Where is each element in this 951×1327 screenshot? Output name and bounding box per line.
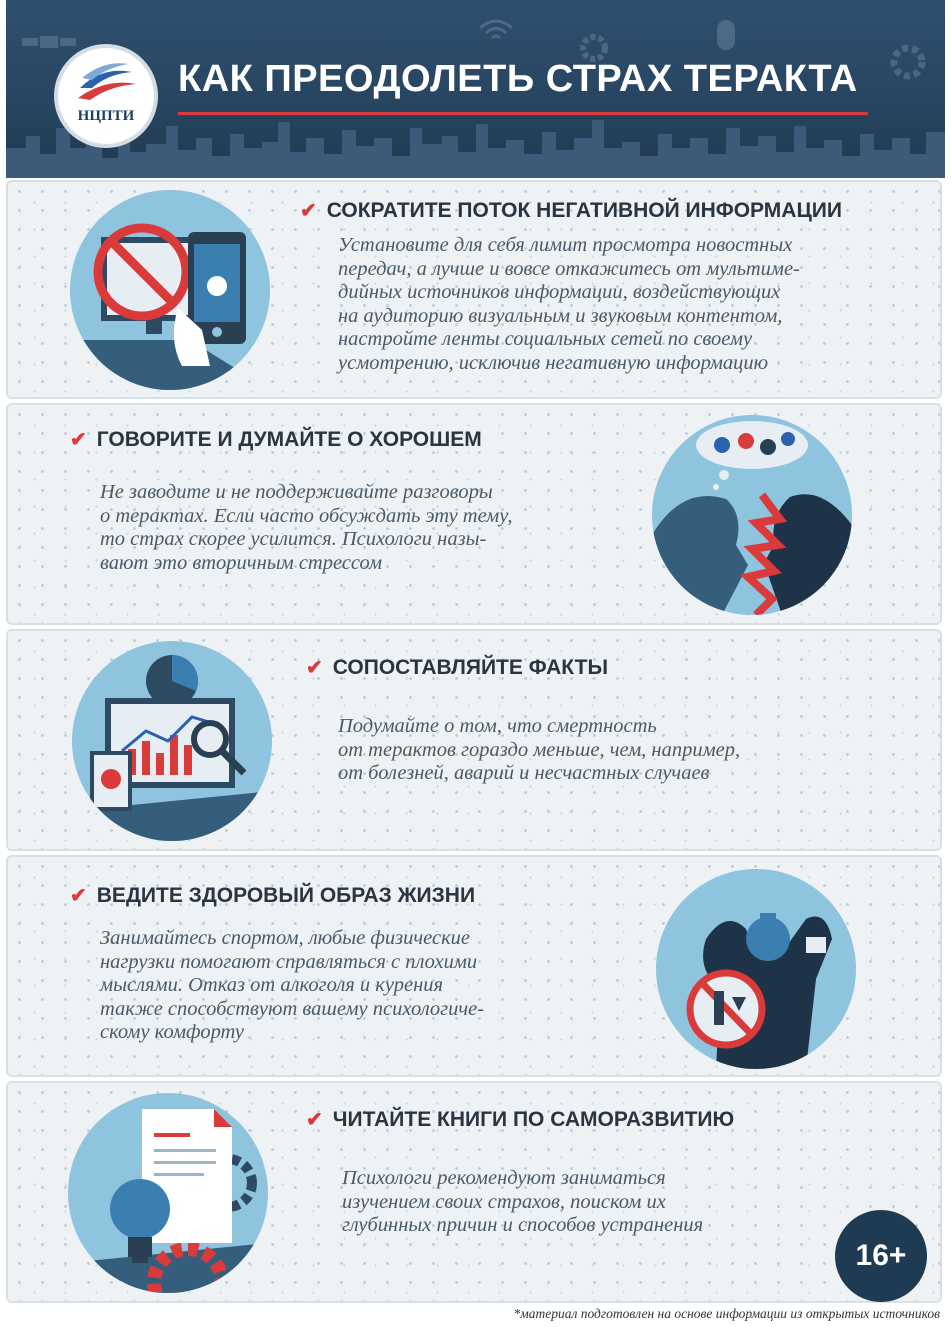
title-underline <box>178 112 868 115</box>
wifi-icon <box>476 14 516 44</box>
section-heading <box>300 198 842 223</box>
tip-card-healthy-lifestyle <box>6 855 942 1077</box>
section-heading <box>306 655 608 680</box>
tip-card-read-books <box>6 1081 942 1303</box>
tip-card-think-positive <box>6 403 942 625</box>
heading-label: СОКРАТИТЕ ПОТОК НЕГАТИВНОЙ ИНФОРМАЦИИ <box>326 199 842 222</box>
mouse-icon <box>711 16 741 56</box>
logo-swoosh-icon <box>58 48 154 144</box>
checkmark-icon: ✔ <box>306 657 323 679</box>
section-body: Психологи рекомендуют заниматься изучением своих страхов, поиском их глубинных причин и способов устранения <box>342 1167 704 1236</box>
heading-label: ЧИТАЙТЕ КНИГИ ПО САМОРАЗВИТИЮ <box>332 1108 735 1131</box>
tip-card-compare-facts <box>6 629 942 851</box>
tip-card-reduce-negative-info <box>6 180 942 399</box>
athlete-no-alcohol-icon <box>656 869 856 1069</box>
logo-text: НЦПТИ <box>77 108 135 124</box>
heading-label: ГОВОРИТЕ И ДУМАЙТЕ О ХОРОШЕМ <box>96 428 482 451</box>
page-title: КАК ПРЕОДОЛЕТЬ СТРАХ ТЕРАКТА <box>178 58 858 100</box>
lightbulb-document-icon <box>68 1093 268 1293</box>
section-body: Подумайте о том, что смертность от терактов гораздо меньше, чем, например, от болезней, аварий и несчастных случаев <box>338 715 741 784</box>
section-body: Установите для себя лимит просмотра новостных передач, а лучше и вовсе откажитесь от мультиме- дийных источников информации, воздействующих на аудиторию визуальным и звуковым контентом, настройте ленты социальных сетей по своему усмотрению, исключив негативную информацию <box>338 234 800 374</box>
checkmark-icon: ✔ <box>300 200 317 222</box>
section-heading <box>70 427 482 452</box>
stressed-conversation-icon <box>652 415 852 615</box>
section-heading <box>70 883 475 908</box>
age-rating-badge: 16+ <box>835 1210 927 1302</box>
section-body: Не заводите и не поддерживайте разговоры о терактах. Если часто обсуждать эту тему, то страх скорее усилится. Психологи назы- вают это вторичным стрессом <box>100 481 513 574</box>
checkmark-icon: ✔ <box>70 429 87 451</box>
no-tv-smartphone-icon <box>70 190 270 390</box>
section-heading <box>306 1107 734 1132</box>
heading-label: СОПОСТАВЛЯЙТЕ ФАКТЫ <box>332 656 609 679</box>
gear-icon <box>886 40 930 84</box>
checkmark-icon: ✔ <box>306 1109 323 1131</box>
header-banner <box>6 0 945 178</box>
analytics-monitor-icon <box>72 641 272 841</box>
source-footnote: *материал подготовлен на основе информации из открытых источников <box>513 1306 940 1321</box>
section-body: Занимайтесь спортом, любые физические нагрузки помогают справляться с плохими мыслями. Отказ от алкоголя и курения также способствуют вашему психологиче- скому комфорту <box>100 927 485 1043</box>
logo <box>54 44 158 148</box>
heading-label: ВЕДИТЕ ЗДОРОВЫЙ ОБРАЗ ЖИЗНИ <box>96 884 476 907</box>
checkmark-icon: ✔ <box>70 885 87 907</box>
